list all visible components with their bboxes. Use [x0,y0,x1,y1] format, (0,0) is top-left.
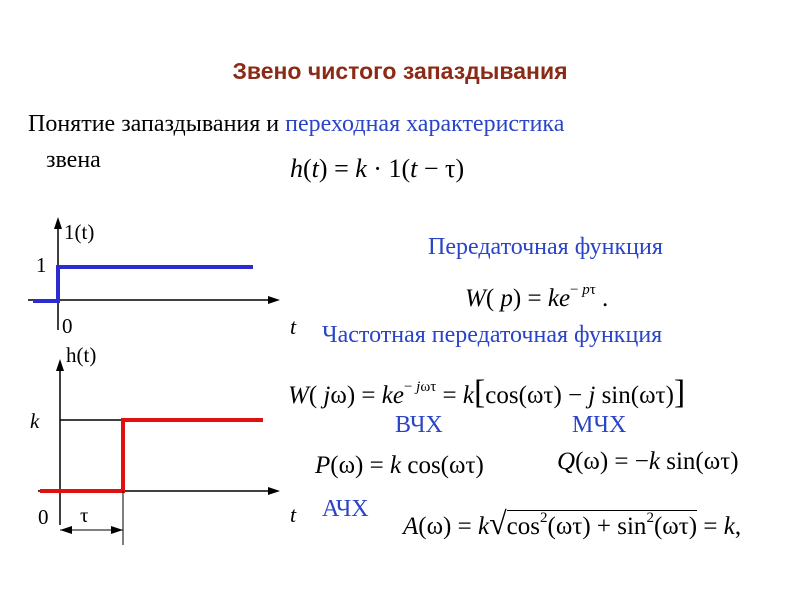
unit-step-x-arrow [268,296,280,304]
h-graph-origin-label: 0 [38,505,49,529]
frequency-transfer-formula: W( $j\omega) = ke^{- j\omega\tau} = k[\cos(\omega\tau) - j$ sin(ωτ)] [288,374,686,411]
unit-step-x-label: t [290,314,297,339]
h-graph-level-label: k [30,409,40,433]
h-graph-y-arrow [56,359,64,371]
vchh-label: ВЧХ [395,412,443,438]
h-graph [28,340,288,550]
tau-right-arrow [111,526,123,534]
h-graph-y-label: h(t) [66,343,97,367]
page-title: Звено чистого запаздывания [232,58,568,84]
mchh-label: МЧХ [572,412,627,438]
intro-part-1: Понятие запаздывания и [28,111,286,137]
tau-left-arrow [60,526,72,534]
achh-formula: $A(\omega) = k√\cos^2(\omega\tau) + \sin^2(\omega\tau) = k$, [403,505,742,541]
h-graph-x-arrow [268,487,280,495]
achh-label: АЧХ [322,496,369,522]
q-formula: Q(ω) = −k sin(ωτ) [557,448,739,475]
unit-step-y-label: 1(t) [64,220,95,244]
transfer-function-label: Передаточная функция [428,234,663,260]
h-graph-x-label: t [290,502,297,527]
unit-step-level-label: 1 [36,253,47,277]
intro-part-2: переходная характеристика [285,111,565,137]
intro-part-3: звена [46,147,101,173]
h-formula: h(t) = k · 1(t − τ) [290,154,465,183]
h-step-line [40,420,263,491]
p-formula: P(ω) = k cos(ωτ) [315,452,484,479]
unit-step-origin-label: 0 [62,314,73,338]
transfer-function-formula: W( $p) = ke^{- p\tau}$ . [465,282,609,312]
unit-step-line [33,267,253,301]
unit-step-graph [28,215,288,345]
tau-label: τ [80,503,89,527]
frequency-transfer-label: Частотная передаточная функция [322,322,663,348]
unit-step-y-arrow [54,217,62,229]
